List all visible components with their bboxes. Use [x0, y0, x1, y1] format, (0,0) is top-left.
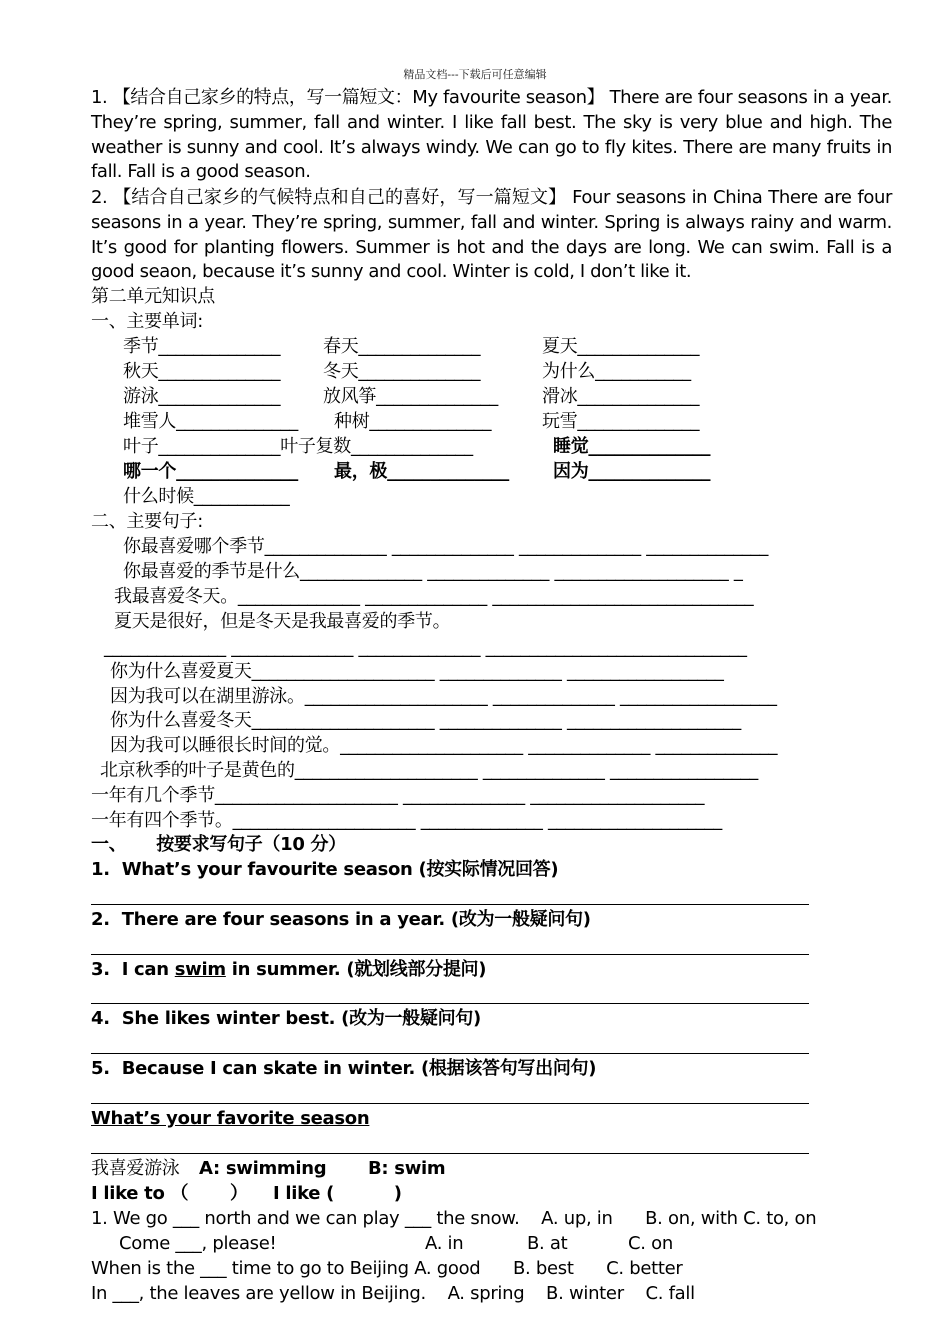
question-3: [91, 958, 486, 982]
word-winter: 冬天______________: [323, 361, 481, 382]
word-sleep: 睡觉______________: [553, 436, 711, 457]
exercise-title: 一、 按要求写句子（10 分）: [91, 834, 346, 855]
answer-line-5: [91, 1103, 809, 1104]
word-swim: 游泳______________: [123, 386, 281, 407]
question-2: 2. There are four seasons in a year. (改为一般疑问句): [91, 909, 591, 930]
answer-line-4: [91, 1053, 809, 1054]
word-spring: 春天______________: [323, 336, 481, 357]
mc-question-3: When is the ___ time to go to Beijing A. good B. best C. better: [91, 1258, 683, 1279]
blank-like-to: I like to （ ）: [91, 1183, 248, 1204]
word-fly-kites: 放风筝______________: [323, 386, 498, 407]
question-1: 1. What’s your favourite season (按实际情况回答): [91, 859, 559, 880]
blank-like: I like ( ): [273, 1183, 402, 1204]
question-5: 5. Because I can skate in winter. (根据该答句写出问句): [91, 1058, 597, 1079]
answer-line-3: [91, 1003, 809, 1004]
words-title: 一、主要单词:: [91, 311, 203, 332]
sentence-7: 你为什么喜爱冬天_____________________ ______________ ____________________: [110, 710, 741, 731]
sentence-2: 你最喜爱的季节是什么______________ ______________ ____________________ _: [123, 561, 743, 582]
choice-b: B: swim: [368, 1158, 446, 1179]
word-plant-trees: 种树______________: [334, 411, 492, 432]
sentence-11: 一年有四个季节。_____________________ ______________ ____________________: [91, 810, 722, 831]
answer-line-1: [91, 904, 809, 905]
sentence-4-blanks: ______________ ______________ ______________ ______________________________: [104, 637, 747, 658]
mc-question-2: Come ___, please!: [119, 1233, 277, 1254]
sentence-4: 夏天是很好，但是冬天是我最喜爱的季节。: [114, 611, 451, 632]
essay-2: 2. 【结合自己家乡的气候特点和自己的喜好，写一篇短文】 Four seasons in China There are four seasons in a year. They’re spring, summer, fall and winter. Spring is always rainy and warm. It’s good for planting flowers. Summer is hot and the days are long. We can swim. Fall is a good seaon, because it’s sunny and cool. Winter is cold, I don’t like it.: [91, 187, 892, 283]
sentences-title: 二、主要句子:: [91, 511, 203, 532]
sentence-3: 我最喜爱冬天。______________ ______________ ______________________________: [114, 586, 754, 607]
favorite-heading: What’s your favorite season: [91, 1108, 370, 1129]
mc-q2-option-b: B. at: [527, 1233, 568, 1254]
word-summer: 夏天______________: [542, 336, 700, 357]
word-snowman: 堆雪人______________: [123, 411, 298, 432]
word-skate: 滑冰______________: [542, 386, 700, 407]
choice-chinese: 我喜爱游泳: [91, 1158, 180, 1179]
choice-a: A: swimming: [199, 1158, 327, 1179]
word-because: 因为______________: [553, 461, 711, 482]
sentence-5: 你为什么喜爱夏天_____________________ ______________ __________________: [110, 661, 724, 682]
word-play-snow: 玩雪______________: [542, 411, 700, 432]
mc-q2-option-c: C. on: [628, 1233, 673, 1254]
sentence-9: 北京秋季的叶子是黄色的_____________________ ______________ _________________: [100, 760, 758, 781]
question-3-underlined: swim: [174, 959, 226, 980]
word-which: 哪一个______________: [123, 461, 298, 482]
sentence-1: 你最喜爱哪个季节______________ ______________ ______________ ______________: [123, 536, 769, 557]
sentence-6: 因为我可以在湖里游泳。_____________________ ______________ __________________: [110, 686, 777, 707]
answer-line-2: [91, 954, 809, 955]
word-leaf: 叶子______________叶子复数______________: [123, 436, 473, 457]
word-best: 最，极______________: [334, 461, 509, 482]
question-4: 4. She likes winter best. (改为一般疑问句): [91, 1008, 481, 1029]
word-fall: 秋天______________: [123, 361, 281, 382]
answer-line-6: [91, 1153, 809, 1154]
essay-1: 1. 【结合自己家乡的特点，写一篇短文：My favourite season】 There are four seasons in a year. They’re spring, summer, fall and winter. I like fall best. The sky is very blue and high. The weather is sunny and cool. It’s always windy. We can go to fly kites. There are many fruits in fall. Fall is a good season.: [91, 87, 892, 183]
word-why: 为什么___________: [542, 361, 691, 382]
sentence-8: 因为我可以睡很长时间的觉。_____________________ ______________ ______________: [110, 735, 778, 756]
mc-question-1: 1. We go ___ north and we can play ___ the snow. A. up, in B. on, with C. to, on: [91, 1208, 817, 1229]
word-when: 什么时候___________: [123, 486, 290, 507]
sentence-10: 一年有几个季节_____________________ ______________ ____________________: [91, 785, 705, 806]
question-3-prefix: 3. I can: [91, 959, 175, 980]
unit-title: 第二单元知识点: [91, 286, 215, 307]
word-season: 季节______________: [123, 336, 281, 357]
question-3-suffix: in summer. (就划线部分提问): [225, 959, 487, 980]
mc-q2-option-a: A. in: [425, 1233, 464, 1254]
page-header: 精品文档---下载后可任意编辑: [403, 68, 547, 81]
mc-question-4: In ___, the leaves are yellow in Beijing. A. spring B. winter C. fall: [91, 1283, 695, 1304]
